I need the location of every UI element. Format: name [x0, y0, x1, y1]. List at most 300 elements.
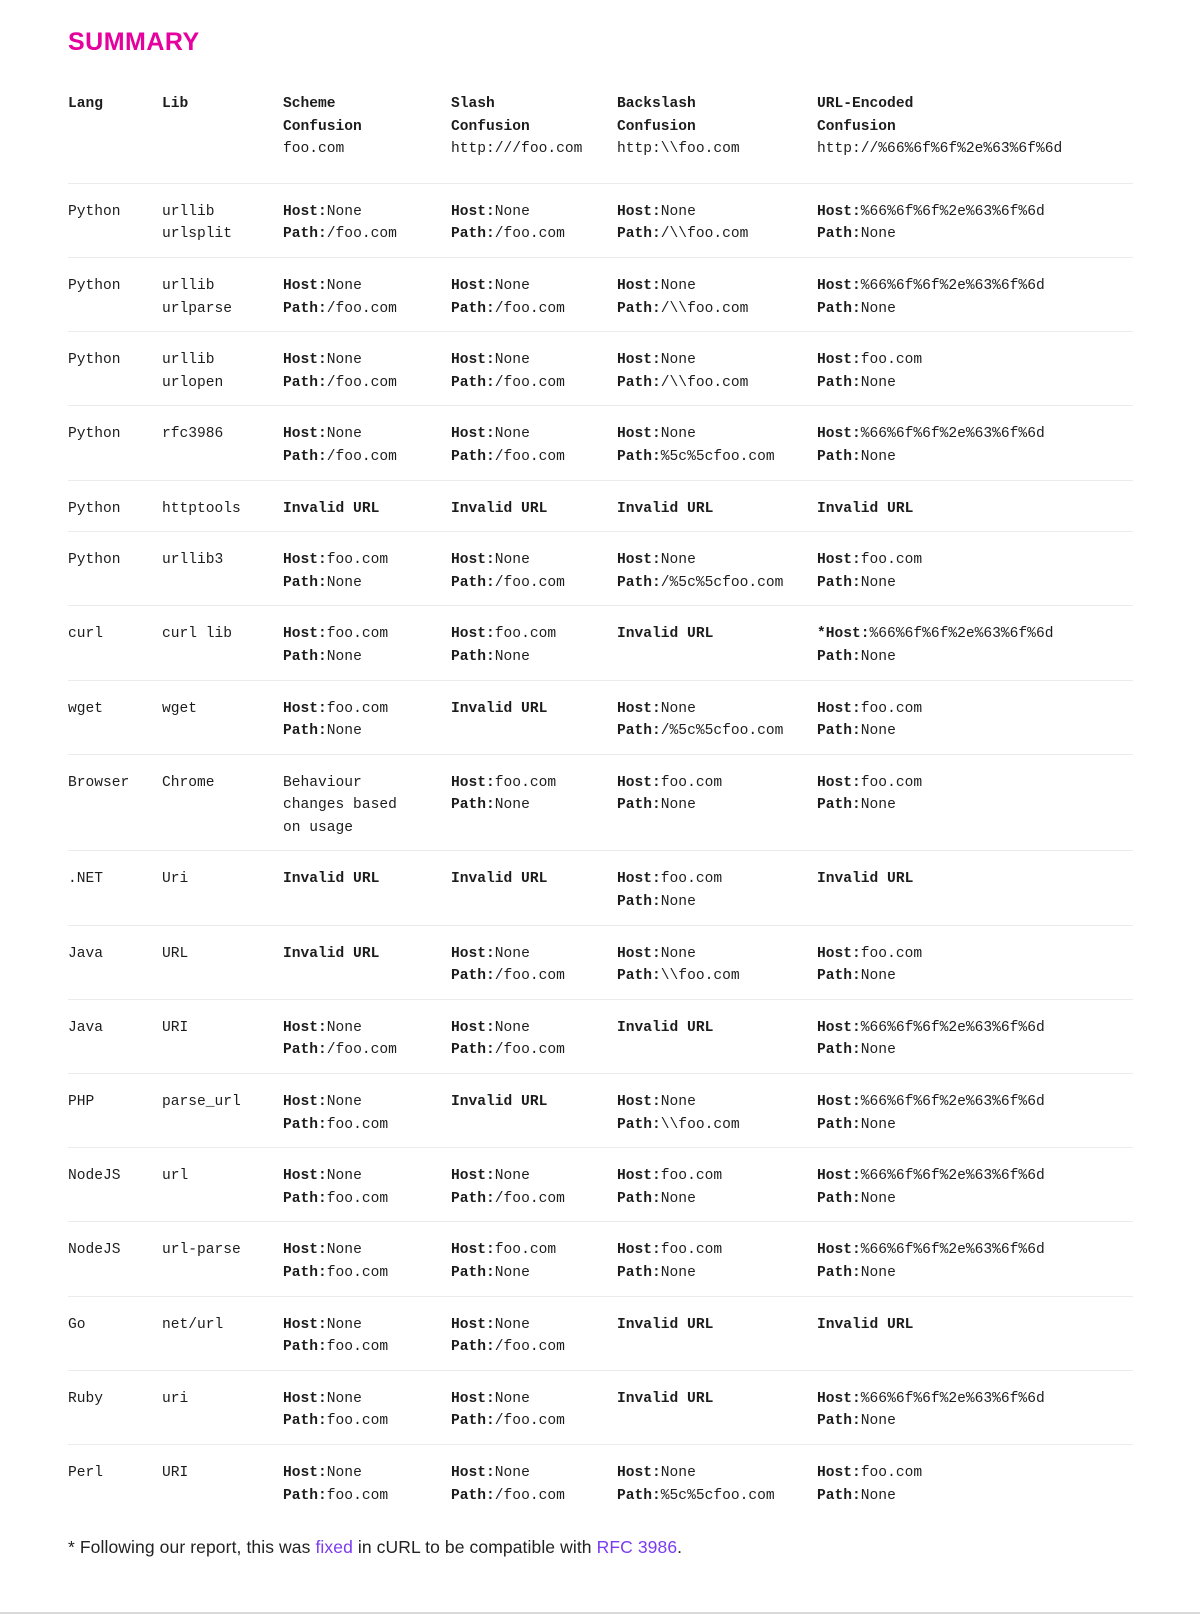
cell-result — [283, 1239, 451, 1284]
field-label: Path: — [283, 300, 327, 317]
host-path-line — [817, 1188, 1123, 1211]
host-path-line — [817, 1462, 1123, 1485]
cell-result — [617, 1165, 817, 1210]
footnote-text: in cURL to be compatible with — [352, 1537, 597, 1557]
cell-result — [451, 623, 617, 668]
cell-lib — [162, 772, 283, 840]
cell-lib — [162, 943, 283, 988]
host-path-line — [817, 275, 1123, 298]
table-row — [68, 480, 1133, 532]
host-path-line — [451, 943, 607, 966]
cell-result — [283, 623, 451, 668]
field-value: foo.com — [326, 1339, 389, 1356]
invalid-url-text: Invalid URL — [283, 945, 380, 962]
field-label: Path: — [451, 968, 495, 985]
field-label: Path: — [451, 648, 495, 665]
column-header-backslash-confusion — [617, 93, 817, 161]
cell-text: Python — [68, 552, 121, 569]
field-label: Host: — [283, 552, 327, 569]
field-value: %66%6f%6f%2e%63%6f%6d — [860, 1390, 1045, 1407]
field-label: Host: — [817, 945, 861, 962]
field-label: Path: — [617, 374, 661, 391]
cell-text: urlsplit — [162, 226, 233, 243]
host-path-line — [283, 549, 441, 572]
cell-lib — [162, 549, 283, 594]
field-label: Host: — [617, 774, 661, 791]
field-value: None — [326, 203, 362, 220]
field-label: Host: — [817, 1390, 861, 1407]
invalid-url-text: Invalid URL — [451, 700, 548, 717]
cell-lang — [68, 943, 162, 988]
cell-lang — [68, 772, 162, 840]
field-value: None — [494, 1168, 530, 1185]
field-value: None — [860, 226, 896, 243]
invalid-url-text: Backslash — [617, 96, 696, 112]
host-path-line — [817, 623, 1123, 646]
host-path-line — [617, 275, 807, 298]
host-path-line — [451, 1017, 607, 1040]
field-value: None — [660, 797, 696, 814]
cell-lang — [68, 868, 162, 913]
cell-result — [617, 772, 817, 840]
cell-text: http://%66%6f%6f%2e%63%6f%6d — [817, 141, 1063, 158]
host-path-line — [283, 698, 441, 721]
field-value: None — [494, 1390, 530, 1407]
field-label: Host: — [283, 700, 327, 717]
cell-text: httptools — [162, 500, 241, 517]
footnote-link[interactable]: fixed — [315, 1537, 353, 1557]
host-path-line — [451, 1388, 607, 1411]
host-path-line — [451, 1336, 607, 1359]
host-path-line — [617, 965, 807, 988]
field-value: None — [326, 1316, 362, 1333]
cell-lib — [162, 1017, 283, 1062]
host-path-line — [817, 1165, 1123, 1188]
cell-text: Python — [68, 352, 121, 369]
footnote-link[interactable]: RFC 3986 — [596, 1537, 678, 1557]
field-label: Host: — [817, 277, 861, 294]
host-path-line — [283, 201, 441, 224]
field-label: Host: — [617, 1464, 661, 1481]
field-value: None — [660, 945, 696, 962]
cell-result — [817, 1314, 1133, 1359]
field-value: foo.com — [860, 700, 923, 717]
cell-result — [451, 868, 617, 913]
invalid-url-text: Invalid URL — [617, 500, 714, 517]
field-value: /foo.com — [494, 574, 565, 591]
field-label: Host: — [617, 352, 661, 369]
field-value: foo.com — [660, 774, 723, 791]
host-path-line — [283, 572, 441, 595]
field-label: *Host: — [817, 626, 870, 643]
cell-result — [451, 275, 617, 320]
field-value: None — [494, 1265, 530, 1281]
invalid-url-text: Confusion — [283, 118, 362, 135]
host-path-line — [817, 1410, 1123, 1433]
field-label: Host: — [617, 552, 661, 569]
host-path-line — [451, 1039, 607, 1062]
invalid-url-text: Invalid URL — [617, 1316, 714, 1333]
field-label: Path: — [283, 1042, 327, 1059]
host-path-line — [617, 372, 807, 395]
cell-text: url-parse — [162, 1242, 241, 1259]
host-path-line — [451, 1165, 607, 1188]
footnote-text: * Following our report, this was — [68, 1537, 316, 1557]
cell-lang — [68, 423, 162, 468]
cell-result — [283, 275, 451, 320]
field-value: None — [494, 352, 530, 369]
field-label: Path: — [617, 448, 661, 465]
host-path-line — [451, 646, 607, 669]
field-value: foo.com — [326, 700, 389, 717]
host-path-line — [451, 223, 607, 246]
cell-result — [451, 1388, 617, 1433]
cell-result — [817, 275, 1133, 320]
host-path-line — [283, 372, 441, 395]
host-path-line — [817, 298, 1123, 321]
host-path-line — [817, 1091, 1123, 1114]
table-row — [68, 925, 1133, 999]
field-value: /foo.com — [326, 300, 397, 317]
field-value: None — [860, 374, 896, 391]
field-value: None — [860, 448, 896, 465]
invalid-url-text: Invalid URL — [451, 871, 548, 888]
table-row — [68, 754, 1133, 851]
cell-lib — [162, 868, 283, 913]
host-path-line — [617, 1114, 807, 1137]
field-value: %66%6f%6f%2e%63%6f%6d — [860, 1094, 1045, 1111]
field-label: Host: — [283, 1242, 327, 1259]
field-label: Path: — [283, 226, 327, 243]
cell-result — [451, 1017, 617, 1062]
cell-lib — [162, 698, 283, 743]
field-label: Host: — [283, 1390, 327, 1407]
host-path-line — [283, 1114, 441, 1137]
host-path-line — [283, 1262, 441, 1285]
host-path-line — [817, 446, 1123, 469]
field-value: None — [326, 1390, 362, 1407]
cell-lang — [68, 201, 162, 246]
field-value: None — [660, 1464, 696, 1481]
field-value: None — [660, 894, 696, 911]
host-path-line — [451, 572, 607, 595]
host-path-line — [617, 1462, 807, 1485]
cell-result — [617, 275, 817, 320]
field-value: /foo.com — [494, 968, 565, 985]
field-value: foo.com — [860, 1464, 923, 1481]
cell-text: curl — [68, 626, 104, 643]
field-value: foo.com — [660, 871, 723, 888]
field-label: Path: — [817, 968, 861, 985]
field-label: Path: — [451, 1190, 495, 1207]
field-label: Host: — [817, 1019, 861, 1036]
field-value: /%5c%5cfoo.com — [660, 723, 784, 740]
field-value: None — [660, 426, 696, 443]
cell-lib — [162, 349, 283, 394]
field-value: None — [860, 797, 896, 814]
host-path-line — [283, 1410, 441, 1433]
host-path-line — [617, 772, 807, 795]
cell-result — [283, 1165, 451, 1210]
field-label: Host: — [451, 1242, 495, 1259]
field-value: foo.com — [326, 1190, 389, 1207]
field-value: None — [660, 1190, 696, 1207]
field-label: Host: — [817, 1094, 861, 1111]
cell-result — [817, 868, 1133, 913]
invalid-url-text: Invalid URL — [817, 871, 914, 888]
field-label: Path: — [617, 1487, 661, 1504]
field-label: Host: — [451, 1316, 495, 1333]
cell-text: changes based — [283, 797, 397, 814]
cell-text: Ruby — [68, 1390, 104, 1407]
field-label: Path: — [617, 574, 661, 591]
column-header-lang — [68, 93, 162, 161]
cell-result — [617, 1017, 817, 1062]
host-path-line — [617, 1262, 807, 1285]
cell-result — [817, 1091, 1133, 1136]
cell-lang — [68, 498, 162, 521]
field-label: Host: — [283, 1168, 327, 1185]
field-value: \\foo.com — [660, 1116, 740, 1133]
field-label: Path: — [617, 1265, 661, 1281]
field-value: None — [494, 1316, 530, 1333]
host-path-line — [817, 646, 1123, 669]
field-label: Path: — [451, 797, 495, 814]
cell-text: Java — [68, 945, 104, 962]
field-value: None — [326, 648, 362, 665]
field-value: None — [494, 1019, 530, 1036]
field-label: Path: — [283, 723, 327, 740]
field-value: foo.com — [494, 1242, 557, 1259]
cell-result — [617, 1091, 817, 1136]
cell-text: rfc3986 — [162, 426, 224, 443]
cell-result — [817, 1388, 1133, 1433]
field-label: Path: — [283, 648, 327, 665]
invalid-url-text: Lib — [162, 96, 189, 112]
host-path-line — [283, 623, 441, 646]
field-label: Path: — [617, 226, 661, 243]
field-label: Host: — [451, 1390, 495, 1407]
cell-text: http:///foo.com — [451, 141, 583, 158]
host-path-line — [451, 1485, 607, 1508]
cell-text: URI — [162, 1019, 189, 1036]
field-value: foo.com — [660, 1242, 723, 1259]
field-value: foo.com — [326, 1116, 389, 1133]
field-value: None — [860, 723, 896, 740]
field-label: Host: — [283, 1464, 327, 1481]
field-label: Host: — [283, 1019, 327, 1036]
cell-text: url — [162, 1168, 189, 1185]
field-value: /foo.com — [326, 448, 397, 465]
field-value: None — [326, 352, 362, 369]
host-path-line — [617, 201, 807, 224]
host-path-line — [617, 1091, 807, 1114]
field-value: None — [494, 1464, 530, 1481]
field-label: Path: — [283, 1487, 327, 1504]
field-value: /foo.com — [494, 1339, 565, 1356]
field-label: Host: — [817, 352, 861, 369]
cell-lang — [68, 623, 162, 668]
column-header-slash-confusion — [451, 93, 617, 161]
field-label: Host: — [451, 1019, 495, 1036]
host-path-line — [283, 223, 441, 246]
field-label: Host: — [451, 203, 495, 220]
invalid-url-text: Invalid URL — [617, 1019, 714, 1036]
host-path-line — [283, 275, 441, 298]
field-value: /\\foo.com — [660, 226, 749, 243]
field-label: Host: — [451, 1168, 495, 1185]
cell-text: NodeJS — [68, 1242, 121, 1259]
cell-result — [817, 623, 1133, 668]
cell-text: URL — [162, 945, 189, 962]
host-path-line — [283, 1188, 441, 1211]
field-label: Path: — [451, 1339, 495, 1356]
cell-result — [451, 201, 617, 246]
field-label: Host: — [817, 426, 861, 443]
host-path-line — [817, 572, 1123, 595]
cell-text: urlparse — [162, 300, 233, 317]
field-value: /foo.com — [326, 226, 397, 243]
table-row — [68, 605, 1133, 679]
field-label: Path: — [283, 1339, 327, 1356]
host-path-line — [617, 943, 807, 966]
cell-result — [451, 349, 617, 394]
cell-lang — [68, 1239, 162, 1284]
cell-result — [817, 349, 1133, 394]
field-value: None — [660, 352, 696, 369]
cell-result — [817, 943, 1133, 988]
table-row — [68, 850, 1133, 924]
cell-result — [617, 623, 817, 668]
cell-lang — [68, 275, 162, 320]
field-label: Host: — [451, 945, 495, 962]
cell-result — [283, 349, 451, 394]
field-label: Path: — [817, 1265, 861, 1281]
field-value: None — [660, 277, 696, 294]
host-path-line — [283, 1388, 441, 1411]
host-path-line — [617, 572, 807, 595]
field-label: Path: — [283, 1190, 327, 1207]
cell-result — [817, 1462, 1133, 1507]
field-label: Path: — [451, 1413, 495, 1430]
host-path-line — [451, 794, 607, 817]
host-path-line — [617, 794, 807, 817]
field-value: %66%6f%6f%2e%63%6f%6d — [860, 1168, 1045, 1185]
invalid-url-text: Lang — [68, 96, 104, 112]
field-label: Host: — [283, 626, 327, 643]
cell-result — [617, 1388, 817, 1433]
field-label: Host: — [283, 1316, 327, 1333]
field-label: Host: — [283, 352, 327, 369]
column-header-url-encoded-confusion — [817, 93, 1133, 161]
cell-result — [617, 868, 817, 913]
host-path-line — [817, 698, 1123, 721]
field-value: None — [660, 1094, 696, 1111]
field-label: Host: — [617, 945, 661, 962]
cell-lang — [68, 1314, 162, 1359]
invalid-url-text: Invalid URL — [451, 1094, 548, 1111]
host-path-line — [451, 623, 607, 646]
field-value: None — [494, 648, 530, 665]
table-row — [68, 331, 1133, 405]
cell-text: urllib — [162, 203, 215, 220]
invalid-url-text: URL-Encoded — [817, 96, 914, 112]
field-label: Host: — [817, 1464, 861, 1481]
field-label: Path: — [283, 374, 327, 391]
cell-result — [451, 1091, 617, 1136]
host-path-line — [617, 423, 807, 446]
field-value: foo.com — [860, 945, 923, 962]
host-path-line — [617, 1165, 807, 1188]
cell-result — [283, 1388, 451, 1433]
field-label: Host: — [283, 1094, 327, 1111]
footnote-text: . — [677, 1537, 683, 1557]
cell-result — [617, 1314, 817, 1359]
field-label: Path: — [451, 1487, 495, 1504]
field-label: Path: — [617, 797, 661, 814]
host-path-line — [451, 1462, 607, 1485]
host-path-line — [617, 868, 807, 891]
field-label: Path: — [817, 448, 861, 465]
cell-result — [451, 1462, 617, 1507]
field-label: Host: — [817, 774, 861, 791]
host-path-line — [283, 1314, 441, 1337]
host-path-line — [283, 298, 441, 321]
table-row — [68, 1370, 1133, 1444]
field-value: None — [494, 203, 530, 220]
host-path-line — [451, 1314, 607, 1337]
table-row — [68, 405, 1133, 479]
field-value: /foo.com — [494, 374, 565, 391]
field-value: foo.com — [326, 626, 389, 643]
field-value: None — [860, 1487, 896, 1504]
cell-text: wget — [68, 700, 104, 717]
invalid-url-text: Scheme — [283, 96, 336, 112]
cell-text: urlopen — [162, 374, 224, 391]
host-path-line — [617, 720, 807, 743]
table-row — [68, 999, 1133, 1073]
cell-lib — [162, 1091, 283, 1136]
invalid-url-text: Invalid URL — [283, 871, 380, 888]
cell-result — [451, 1165, 617, 1210]
host-path-line — [451, 1262, 607, 1285]
cell-result — [617, 498, 817, 521]
cell-text: Uri — [162, 871, 189, 888]
field-value: None — [326, 426, 362, 443]
field-value: \\foo.com — [660, 968, 740, 985]
host-path-line — [817, 1114, 1123, 1137]
host-path-line — [817, 1239, 1123, 1262]
cell-text: foo.com — [283, 141, 345, 158]
host-path-line — [817, 349, 1123, 372]
cell-result — [283, 1462, 451, 1507]
field-label: Host: — [451, 352, 495, 369]
host-path-line — [283, 720, 441, 743]
cell-result — [451, 498, 617, 521]
invalid-url-text: Invalid URL — [283, 500, 380, 517]
field-label: Path: — [283, 448, 327, 465]
field-value: %66%6f%6f%2e%63%6f%6d — [860, 1242, 1045, 1259]
cell-result — [617, 1239, 817, 1284]
cell-result — [283, 1314, 451, 1359]
cell-result — [617, 201, 817, 246]
table-body — [68, 183, 1133, 1518]
cell-result — [617, 698, 817, 743]
host-path-line — [283, 646, 441, 669]
cell-lang — [68, 1091, 162, 1136]
cell-result — [817, 498, 1133, 521]
cell-lang — [68, 1388, 162, 1433]
